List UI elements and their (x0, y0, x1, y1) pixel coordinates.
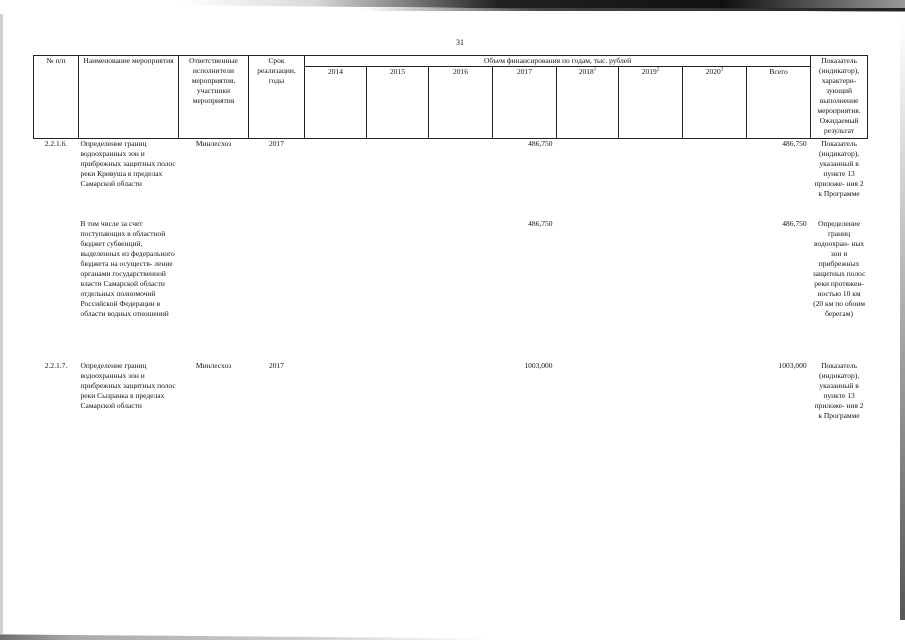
scan-edge-left (0, 14, 3, 634)
scan-edge-right (900, 20, 905, 620)
row-name: Определение границ водоохранных зон и прибрежных защитных полос реки Кривуша в пределах Самарской области (80, 139, 176, 188)
row-responsible: Минлесхоз (195, 360, 232, 370)
header-no: № п/п (34, 56, 79, 139)
row-value-2017: 1003,000 (524, 360, 553, 370)
header-indicator: Показатель (индикатор), характери- зующий выполнение мероприятия. Ожидаемый результат (811, 56, 868, 139)
row-indicator: Определение границ водоохран- ных зон и прибрежных защитных полос реки протяжен- ностью 10 км (20 км по обоим берегам) (812, 218, 866, 318)
header-year: 2015 (367, 67, 429, 139)
header-term: Срок реализации, годы (249, 56, 305, 139)
table-row (34, 219, 868, 361)
header-year: 2019$^2$ (619, 67, 683, 139)
header-year: 2017 (493, 67, 557, 139)
header-year: 2018$^1$ (557, 67, 619, 139)
header-funding: Объем финансирования по годам, тыс. рублей (305, 56, 811, 67)
funding-table (33, 55, 868, 441)
header-year: 2020$^3$ (683, 67, 747, 139)
header-year: 2016 (429, 67, 493, 139)
row-name: Определение границ водоохранных зон и прибрежных защитных полос реки Сызранка в пределах Самарской области (80, 360, 176, 410)
row-total: 486,750 (782, 218, 807, 228)
row-no: 2.2.1.7. (44, 360, 68, 370)
row-total: 1003,000 (778, 360, 807, 370)
row-no: 2.2.1.6. (44, 139, 68, 148)
row-term: 2017 (269, 360, 284, 370)
row-responsible (179, 219, 249, 361)
scan-edge-top-line (0, 8, 905, 11)
row-term: 2017 (269, 139, 284, 148)
row-indicator: Показатель (индикатор), указанный в пункте 13 приложе- ния 2 к Программе (814, 139, 864, 198)
header-total: Всего (747, 67, 811, 139)
page-number: 31 (456, 38, 464, 47)
table-row (34, 361, 868, 441)
row-value-2017: 486,750 (528, 139, 553, 148)
row-no (34, 219, 79, 361)
header-name: Наименование мероприятия (79, 56, 179, 139)
header-responsible: Ответственные исполнители мероприятия, участники мероприятия (179, 56, 249, 139)
row-total: 486,750 (782, 139, 807, 148)
table-row (34, 139, 868, 219)
row-name: В том числе за счет поступающих в областной бюджет субвенций, выделенных из федерального бюджета на осуществ- ление органами государственной власти Самарской области отдельных полномочий Российской Федерации в области водных отношений (80, 218, 175, 318)
row-term (249, 219, 305, 361)
row-indicator: Показатель (индикатор), указанный в пункте 13 приложе- ния 2 к Программе (814, 360, 864, 420)
row-responsible: Минлесхоз (195, 139, 232, 148)
header-year: 2014 (305, 67, 367, 139)
header-row-1 (34, 56, 868, 67)
scan-edge-bottom (0, 632, 490, 640)
row-value-2017: 486,750 (528, 218, 553, 228)
